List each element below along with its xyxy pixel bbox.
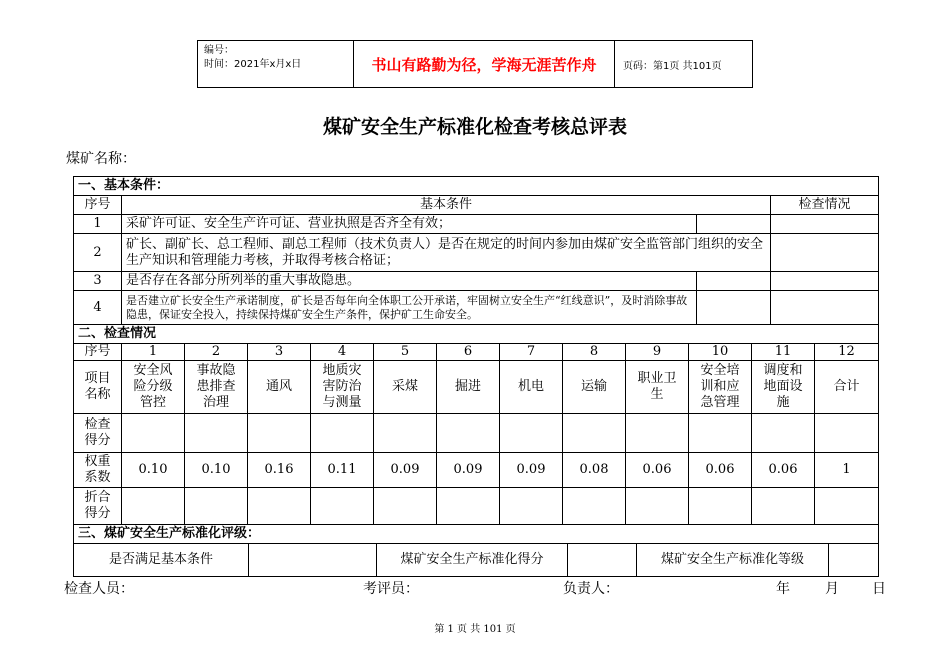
column-weight: 1	[815, 453, 878, 488]
cond-row-check-cell[interactable]	[771, 215, 878, 234]
document-header	[197, 40, 753, 88]
mine-name-label: 煤矿名称：	[66, 151, 136, 167]
responsible-label: 负责人：	[563, 581, 619, 597]
column-no: 6	[437, 344, 500, 361]
column-item-name: 事故隐患排查治理	[185, 361, 248, 414]
cond-row-no: 4	[74, 291, 122, 325]
column-item-name: 机电	[500, 361, 563, 414]
score-label: 煤矿安全生产标准化得分	[377, 544, 568, 576]
column-item-name: 运输	[563, 361, 626, 414]
column-no: 9	[626, 344, 689, 361]
cond-row-no: 2	[74, 234, 122, 272]
col-header-no: 序号	[74, 196, 122, 215]
column-no: 3	[248, 344, 311, 361]
row-label-no: 序号	[74, 344, 122, 361]
column-converted-cell[interactable]	[689, 488, 752, 525]
column-score-cell[interactable]	[185, 414, 248, 453]
cond-row-blank	[697, 272, 771, 291]
column-weight: 0.10	[122, 453, 185, 488]
month-label: 月	[825, 581, 839, 597]
page-title: 煤矿安全生产标准化检查考核总评表	[322, 116, 627, 138]
column-weight: 0.16	[248, 453, 311, 488]
column-converted-cell[interactable]	[311, 488, 374, 525]
col-header-condition: 基本条件	[122, 196, 771, 215]
column-item-name: 掘进	[437, 361, 500, 414]
column-no: 8	[563, 344, 626, 361]
column-no: 12	[815, 344, 878, 361]
column-converted-cell[interactable]	[374, 488, 437, 525]
column-weight: 0.11	[311, 453, 374, 488]
page-info: 页码：第1页 共101页	[623, 60, 722, 72]
column-no: 1	[122, 344, 185, 361]
column-converted-cell[interactable]	[437, 488, 500, 525]
section3-heading: 三、煤矿安全生产标准化评级：	[74, 525, 878, 544]
column-weight: 0.09	[500, 453, 563, 488]
column-weight: 0.08	[563, 453, 626, 488]
column-score-cell[interactable]	[500, 414, 563, 453]
column-score-cell[interactable]	[437, 414, 500, 453]
column-converted-cell[interactable]	[563, 488, 626, 525]
column-score-cell[interactable]	[374, 414, 437, 453]
column-no: 10	[689, 344, 752, 361]
row-label-item: 项目名称	[74, 361, 122, 414]
column-weight: 0.09	[374, 453, 437, 488]
motto: 书山有路勤为径，学海无涯苦作舟	[354, 41, 615, 87]
basic-met-label: 是否满足基本条件	[74, 544, 249, 576]
column-score-cell[interactable]	[248, 414, 311, 453]
column-item-name: 地质灾害防治与测量	[311, 361, 374, 414]
column-score-cell[interactable]	[626, 414, 689, 453]
column-no: 7	[500, 344, 563, 361]
column-converted-cell[interactable]	[815, 488, 878, 525]
row-label-weight: 权重系数	[74, 453, 122, 488]
column-item-name: 合计	[815, 361, 878, 414]
column-no: 4	[311, 344, 374, 361]
cond-row-check-cell[interactable]	[771, 291, 878, 325]
grade-label: 煤矿安全生产标准化等级	[637, 544, 829, 576]
cond-row-text: 是否存在各部分所列举的重大事故隐患。	[122, 272, 697, 291]
cond-row-text: 矿长、副矿长、总工程师、副总工程师（技术负责人）是否在规定的时间内参加由煤矿安全监管部门组织的安全生产知识和管理能力考核，并取得考核合格证；	[122, 234, 771, 272]
grade-value-cell[interactable]	[829, 544, 878, 576]
cond-row-check-cell[interactable]	[771, 272, 878, 291]
section2-heading: 二、检查情况	[74, 325, 878, 344]
column-converted-cell[interactable]	[248, 488, 311, 525]
column-weight: 0.10	[185, 453, 248, 488]
column-item-name: 采煤	[374, 361, 437, 414]
col-header-check: 检查情况	[771, 196, 878, 215]
column-no: 2	[185, 344, 248, 361]
score-value-cell[interactable]	[568, 544, 637, 576]
column-converted-cell[interactable]	[752, 488, 815, 525]
cond-row-no: 3	[74, 272, 122, 291]
column-weight: 0.06	[689, 453, 752, 488]
column-score-cell[interactable]	[752, 414, 815, 453]
column-no: 11	[752, 344, 815, 361]
evaluation-table	[73, 176, 879, 577]
cond-row-no: 1	[74, 215, 122, 234]
reviewer-label: 考评员：	[363, 581, 419, 597]
cond-row-check-cell[interactable]	[771, 234, 878, 272]
row-label-score: 检查得分	[74, 414, 122, 453]
inspector-label: 检查人员：	[64, 581, 134, 597]
column-converted-cell[interactable]	[122, 488, 185, 525]
cond-row-blank	[697, 291, 771, 325]
day-label: 日	[872, 581, 886, 597]
column-score-cell[interactable]	[689, 414, 752, 453]
basic-met-value-cell[interactable]	[249, 544, 377, 576]
column-item-name: 安全培训和应急管理	[689, 361, 752, 414]
header-meta	[198, 41, 354, 87]
page-footer: 第 1 页 共 101 页	[434, 624, 516, 635]
column-no: 5	[374, 344, 437, 361]
column-converted-cell[interactable]	[185, 488, 248, 525]
column-weight: 0.06	[626, 453, 689, 488]
column-score-cell[interactable]	[311, 414, 374, 453]
cond-row-blank	[697, 215, 771, 234]
column-weight: 0.06	[752, 453, 815, 488]
section1-heading: 一、基本条件：	[74, 177, 878, 196]
column-converted-cell[interactable]	[500, 488, 563, 525]
column-converted-cell[interactable]	[626, 488, 689, 525]
year-label: 年	[776, 581, 790, 597]
column-score-cell[interactable]	[563, 414, 626, 453]
time-label: 时间：2021年x月x日	[204, 59, 302, 70]
column-item-name: 职业卫生	[626, 361, 689, 414]
cond-row-text: 采矿许可证、安全生产许可证、营业执照是否齐全有效；	[122, 215, 697, 234]
column-weight: 0.09	[437, 453, 500, 488]
column-item-name: 通风	[248, 361, 311, 414]
cond-row-text: 是否建立矿长安全生产承诺制度，矿长是否每年向全体职工公开承诺，牢固树立安全生产“红线意识”，及时消除事故隐患，保证安全投入，持续保持煤矿安全生产条件，保护矿工生命安全。	[122, 291, 697, 325]
column-score-cell[interactable]	[815, 414, 878, 453]
column-score-cell[interactable]	[122, 414, 185, 453]
column-item-name: 安全风险分级管控	[122, 361, 185, 414]
number-label: 编号：	[204, 45, 234, 56]
column-item-name: 调度和地面设施	[752, 361, 815, 414]
row-label-converted: 折合得分	[74, 488, 122, 525]
